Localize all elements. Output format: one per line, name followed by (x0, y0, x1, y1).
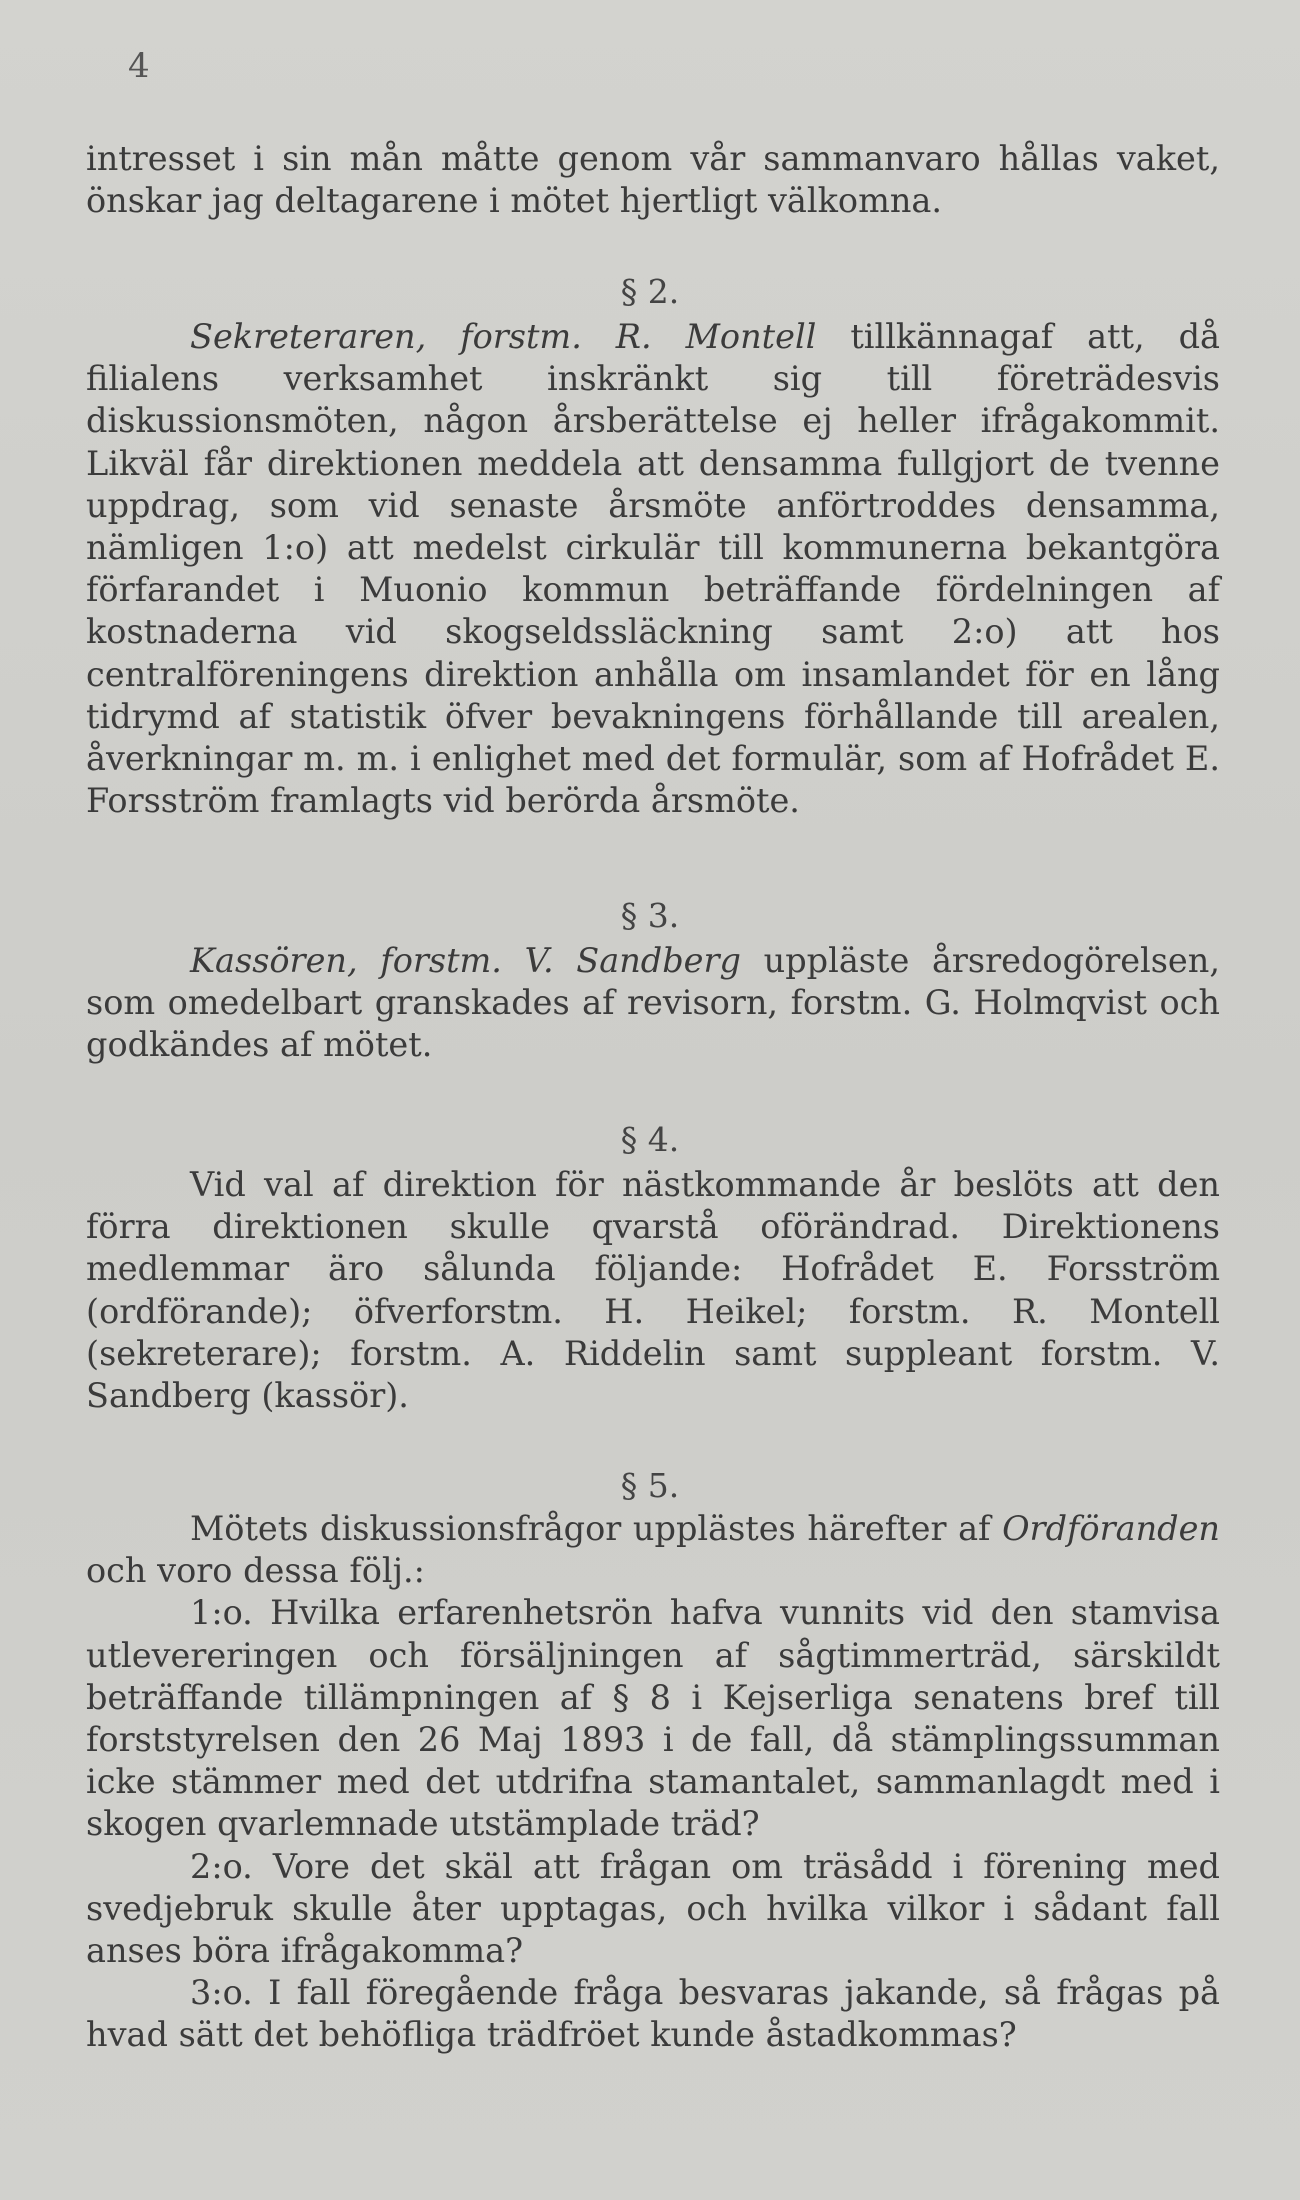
section-2-speaker: Sekreteraren, forstm. R. Montell (190, 317, 817, 356)
section-3-paragraph (86, 940, 1220, 1067)
section-5-text-before: Mötets diskussionsfrågor upplästes härefter af (190, 1509, 991, 1548)
section-5-speaker: Ordföranden (1002, 1509, 1220, 1548)
section-5-text-after: och voro dessa följ.: (86, 1551, 425, 1591)
section-5-paragraph (86, 1508, 1220, 2057)
section-3-speaker: Kassören, forstm. V. Sandberg (190, 941, 741, 980)
section-2-heading: § 2. (620, 272, 680, 311)
section-3-text: uppläste årsredogörelsen, som omedelbart granskades af revisorn, forstm. G. Holmqvist och godkändes af mötet. (86, 941, 1220, 1065)
section-4-text: Vid val af direktion för nästkommande år beslöts att den förra direktionen skulle qvarstå oförändrad. Direktionens medlemmar äro sålunda följande: Hofrådet E. Forsström (ordförande); öfverforstm. H. Heikel; forstm. R. Montell (sekreterare); forstm. A. Riddelin samt suppleant forstm. V. Sandberg (kassör). (86, 1165, 1220, 1416)
intro-text: intresset i sin mån måtte genom vår sammanvaro hållas vaket, önskar jag deltagarene i mötet hjertligt välkomna. (86, 139, 1220, 221)
section-2-paragraph (86, 316, 1220, 822)
section-4-heading: § 4. (620, 1120, 680, 1159)
question-3: 3:o. I fall föregående fråga besvaras jakande, så frågas på hvad sätt det behöfliga trädfröet kunde åstadkommas? (86, 1973, 1220, 2055)
question-2: 2:o. Vore det skäl att frågan om träsådd i förening med svedjebruk skulle åter upptagas, och hvilka vilkor i sådant fall anses böra ifrågakomma? (86, 1846, 1220, 1971)
section-5-heading: § 5. (620, 1466, 680, 1505)
intro-paragraph (86, 138, 1220, 222)
section-3-heading: § 3. (620, 896, 680, 935)
question-1: 1:o. Hvilka erfarenhetsrön hafva vunnits vid den stamvisa utlevereringen och försäljningen af sågtimmerträd, särskildt beträffande tillämpningen af § 8 i Kejserliga senatens bref till forststyrelsen den 26 Maj 1893 i de fall, då stämplingssumman icke stämmer med det utdrifna stamantalet, sammanlagdt med i skogen qvarlemnade utstämplade träd? (86, 1593, 1220, 1844)
page-number: 4 (128, 46, 150, 86)
section-2-text: tillkännagaf att, då filialens verksamhet inskränkt sig till företrädesvis diskussionsmöten, någon årsberättelse ej heller ifrågakommit. Likväl får direktionen meddela att densamma fullgjort de tvenne uppdrag, som vid senaste årsmöte anförtroddes densamma, nämligen 1:o) att medelst cirkulär till kommunerna bekantgöra förfarandet i Muonio kommun beträffande fördelningen af kostnaderna vid skogseldssläckning samt 2:o) att hos centralföreningens direktion anhålla om insamlandet för en lång tidrymd af statistik öfver bevakningens förhållande till arealen, åverkningar m. m. i enlighet med det formulär, som af Hofrådet E. Forsström framlagts vid berörda årsmöte. (86, 317, 1220, 821)
section-4-paragraph (86, 1164, 1220, 1417)
